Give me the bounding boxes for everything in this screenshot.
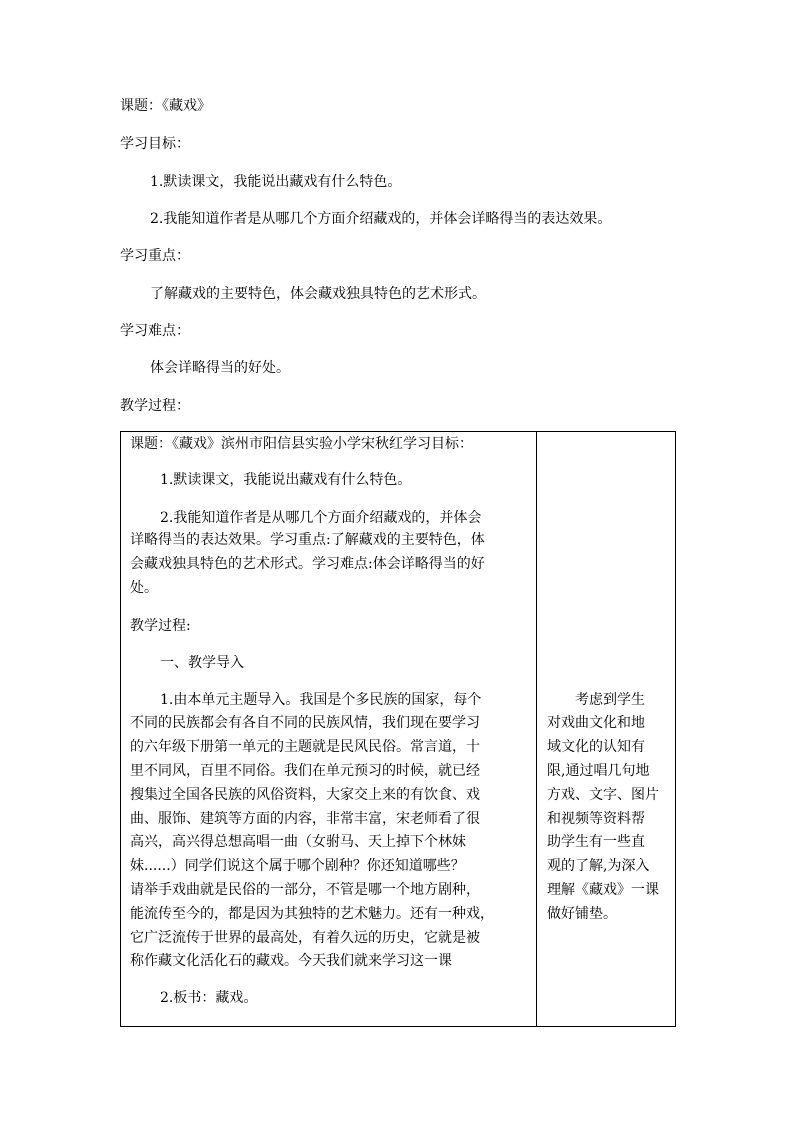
table-line: 2.我能知道作者是从哪几个方面介绍藏戏的，并体会 <box>160 510 482 526</box>
table-line: 妹......）同学们说这个属于哪个剧种？你还知道哪些？ <box>130 858 465 874</box>
note-line: 理解《藏戏》一课 <box>547 882 659 898</box>
note-line: 限,通过唱几句地 <box>547 763 650 779</box>
key-points-text: 了解藏戏的主要特色，体会藏戏独具特色的艺术形式。 <box>150 286 486 302</box>
lesson-title: 课题：《藏戏》 <box>120 98 211 114</box>
table-line: 1.由本单元主题导入。我国是个多民族的国家，每个 <box>160 692 482 708</box>
note-line: 对戏曲文化和地 <box>547 715 645 731</box>
process-content-cell <box>121 432 537 1027</box>
design-intent-cell <box>537 432 676 1027</box>
objective-1: 1.默读课文，我能说出藏戏有什么特色。 <box>150 174 402 190</box>
difficulties-text: 体会详略得当的好处。 <box>150 360 290 376</box>
table-line: 1.默读课文，我能说出藏戏有什么特色。 <box>160 472 412 488</box>
table-line: 曲、服饰、建筑等方面的内容，非常丰富，宋老师看了很 <box>130 811 480 827</box>
note-line: 助学生有一些直 <box>547 834 645 850</box>
note-line: 观的了解,为深入 <box>547 858 650 874</box>
table-line: 会藏戏独具特色的艺术形式。学习难点:体会详略得当的好 <box>130 556 485 572</box>
note-line: 和视频等资料帮 <box>547 811 645 827</box>
table-line: 请举手戏曲就是民俗的一部分，不管是哪一个地方剧种， <box>130 882 480 898</box>
objectives-label: 学习目标： <box>120 136 190 152</box>
difficulties-label: 学习难点： <box>120 323 190 339</box>
table-line: 它广泛流传于世界的最高处，有着久远的历史，它就是被 <box>130 930 480 946</box>
table-line: 教学过程: <box>130 618 191 634</box>
table-line: 处。 <box>130 580 158 596</box>
table-line: 2.板书：藏戏。 <box>160 990 258 1006</box>
table-line: 不同的民族都会有各自不同的民族风情，我们现在要学习 <box>130 715 480 731</box>
table-line: 能流传至今的，都是因为其独特的艺术魅力。还有一种戏， <box>130 906 494 922</box>
table-line: 的六年级下册第一单元的主题就是民风民俗。常言道，十 <box>130 739 480 755</box>
objective-2: 2.我能知道作者是从哪几个方面介绍藏戏的，并体会详略得当的表达效果。 <box>150 211 612 227</box>
table-line: 搜集过全国各民族的风俗资料，大家交上来的有饮食、戏 <box>130 787 480 803</box>
note-line: 域文化的认知有 <box>547 739 645 755</box>
teaching-process-table <box>120 431 676 1027</box>
note-line: 考虑到学生 <box>575 692 645 708</box>
table-line: 详略得当的表达效果。学习重点:了解藏戏的主要特色，体 <box>130 532 485 548</box>
table-line: 一、教学导入 <box>160 655 244 671</box>
key-points-label: 学习重点： <box>120 248 190 264</box>
note-line: 做好铺垫。 <box>547 906 617 922</box>
table-line: 课题：《藏戏》滨州市阳信县实验小学宋秋红学习目标： <box>130 436 473 452</box>
process-label: 教学过程： <box>120 398 190 414</box>
table-line: 称作藏文化活化石的藏戏。今天我们就来学习这一课 <box>130 953 452 969</box>
table-line: 里不同风，百里不同俗。我们在单元预习的时候，就已经 <box>130 763 480 779</box>
note-line: 方戏、文字、图片 <box>547 787 659 803</box>
table-line: 高兴，高兴得总想高唱一曲（女驸马、天上掉下个林妹 <box>130 834 466 850</box>
